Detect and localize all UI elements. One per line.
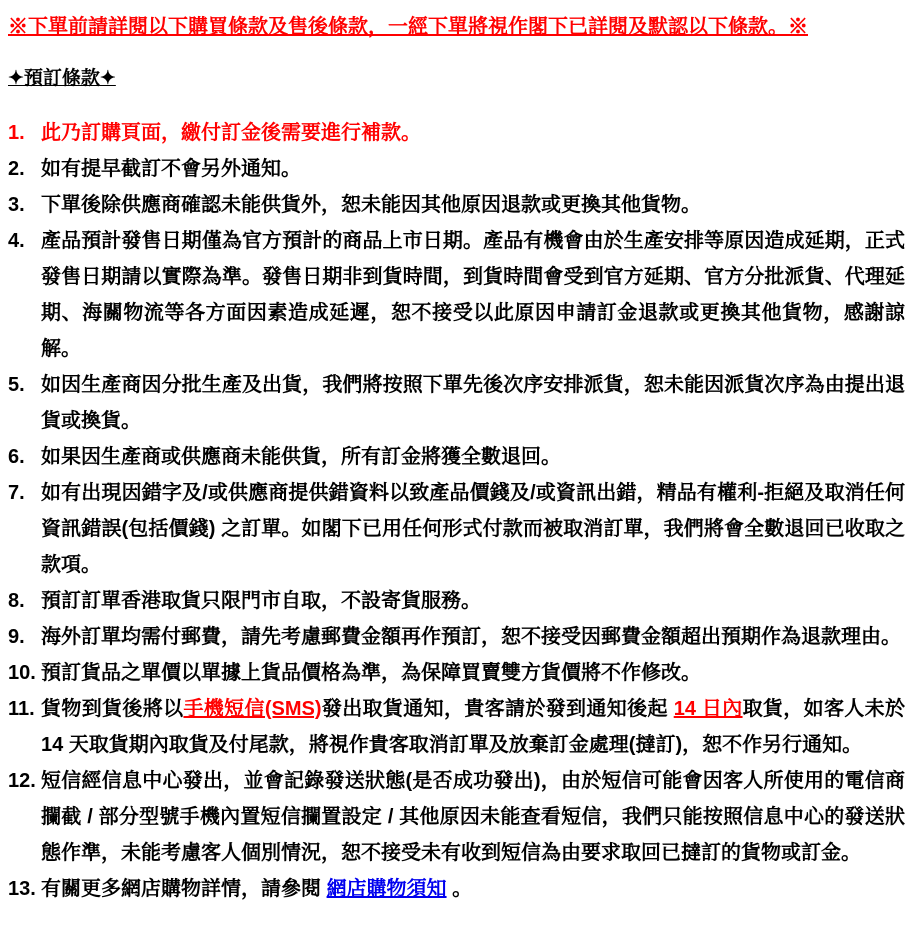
- term-item-text: [41, 475, 905, 583]
- term-text-segment: 有關更多網店購物詳情，請參閱: [41, 877, 327, 900]
- term-item-number: 6.: [8, 445, 25, 468]
- term-text-segment: 短信經信息中心發出，並會記錄發送狀態(是否成功發出)，由於短信可能會因客人所使用的電信商攔截 / 部分型號手機內置短信攔置設定 / 其他原因未能查看短信，我們只能按照信息中心的發送狀態作準，未能考慮客人個別情況，恕不接受未有收到短信為由要求取回已撻訂的貨物或訂金。: [41, 769, 905, 864]
- term-item-number: 9.: [8, 625, 25, 648]
- term-item: [8, 655, 905, 691]
- term-item: [8, 619, 905, 655]
- term-item: [8, 223, 905, 367]
- term-item: [8, 151, 905, 187]
- purchase-notice-title: ※下單前請詳閱以下購買條款及售後條款，一經下單將視作閣下已詳閱及默認以下條款。※: [8, 16, 808, 38]
- preorder-terms-heading: ✦預訂條款✦: [8, 68, 116, 89]
- term-text-segment: 如有提早截訂不會另外通知。: [41, 157, 301, 180]
- term-item-number: 8.: [8, 589, 25, 612]
- term-item-number: 1.: [8, 121, 25, 144]
- term-text-segment: 如有出現因錯字及/或供應商提供錯資料以致產品價錢及/或資訊出錯，精品有權利-拒絕及取消任何資訊錯誤(包括價錢) 之訂單。如閣下已用任何形式付款而被取消訂單，我們將會全數退回已收取之款項。: [41, 481, 905, 576]
- term-item-text: [41, 439, 905, 475]
- term-item: [8, 691, 905, 763]
- term-item-text: [41, 691, 905, 763]
- term-text-segment: 預訂貨品之單價以單據上貨品價格為準，為保障買賣雙方貨價將不作修改。: [41, 661, 701, 684]
- term-text-segment: 14 日內: [673, 697, 743, 720]
- term-item-number: 12.: [8, 769, 36, 792]
- term-item: [8, 871, 905, 907]
- term-item-text: [41, 187, 905, 223]
- term-item-number: 3.: [8, 193, 25, 216]
- shop-guide-link[interactable]: 網店購物須知: [326, 877, 447, 900]
- term-item-text: [41, 655, 905, 691]
- term-text-segment: 此乃訂購頁面，繳付訂金後需要進行補款。: [41, 121, 421, 144]
- term-text-segment: 貨物到貨後將以: [41, 697, 184, 720]
- term-item-text: [41, 619, 905, 655]
- term-text-segment: 預訂訂單香港取貨只限門市自取，不設寄貨服務。: [41, 589, 481, 612]
- term-text-segment: 。: [446, 877, 473, 900]
- term-text-segment: 如因生產商因分批生產及出貨，我們將按照下單先後次序安排派貨，恕未能因派貨次序為由提出退貨或換貨。: [41, 373, 905, 432]
- term-item: [8, 439, 905, 475]
- term-item-text: [41, 763, 905, 871]
- term-item-number: 7.: [8, 481, 25, 504]
- term-item: [8, 583, 905, 619]
- term-text-segment: 取貨，如客人未於14 天取貨期內取貨及付尾款，將視作貴客取消訂單及放棄訂金處理(撻訂)，恕不作另行通知。: [41, 697, 906, 756]
- term-item: [8, 763, 905, 871]
- term-item-text: [41, 151, 905, 187]
- term-item-number: 4.: [8, 229, 25, 252]
- term-item-number: 11.: [8, 697, 35, 720]
- term-item: [8, 187, 905, 223]
- term-item-number: 5.: [8, 373, 25, 396]
- term-text-segment: 海外訂單均需付郵費，請先考慮郵費金額再作預訂，恕不接受因郵費金額超出預期作為退款理由。: [41, 625, 901, 648]
- term-item: [8, 367, 905, 439]
- term-text-segment: 手機短信(SMS): [183, 697, 322, 720]
- term-text-segment: 產品預計發售日期僅為官方預計的商品上市日期。產品有機會由於生產安排等原因造成延期，正式發售日期請以實際為準。發售日期非到貨時間，到貨時間會受到官方延期、官方分批派貨、代理延期、海關物流等各方面因素造成延遲，恕不接受以此原因申請訂金退款或更換其他貨物，感謝諒解。: [41, 229, 905, 360]
- term-text-segment: 下單後除供應商確認未能供貨外，恕未能因其他原因退款或更換其他貨物。: [41, 193, 701, 216]
- term-item: [8, 475, 905, 583]
- term-item-text: [41, 367, 905, 439]
- term-item: [8, 115, 905, 151]
- term-item-text: [41, 115, 905, 151]
- term-item-text: [41, 583, 905, 619]
- term-item-text: [41, 871, 905, 907]
- terms-list: [8, 115, 905, 907]
- term-item-number: 10.: [8, 661, 36, 684]
- term-item-text: [41, 223, 905, 367]
- term-item-number: 13.: [8, 877, 36, 900]
- term-item-number: 2.: [8, 157, 25, 180]
- term-text-segment: 發出取貨通知，貴客請於發到通知後起: [321, 697, 674, 720]
- term-text-segment: 如果因生產商或供應商未能供貨，所有訂金將獲全數退回。: [41, 445, 561, 468]
